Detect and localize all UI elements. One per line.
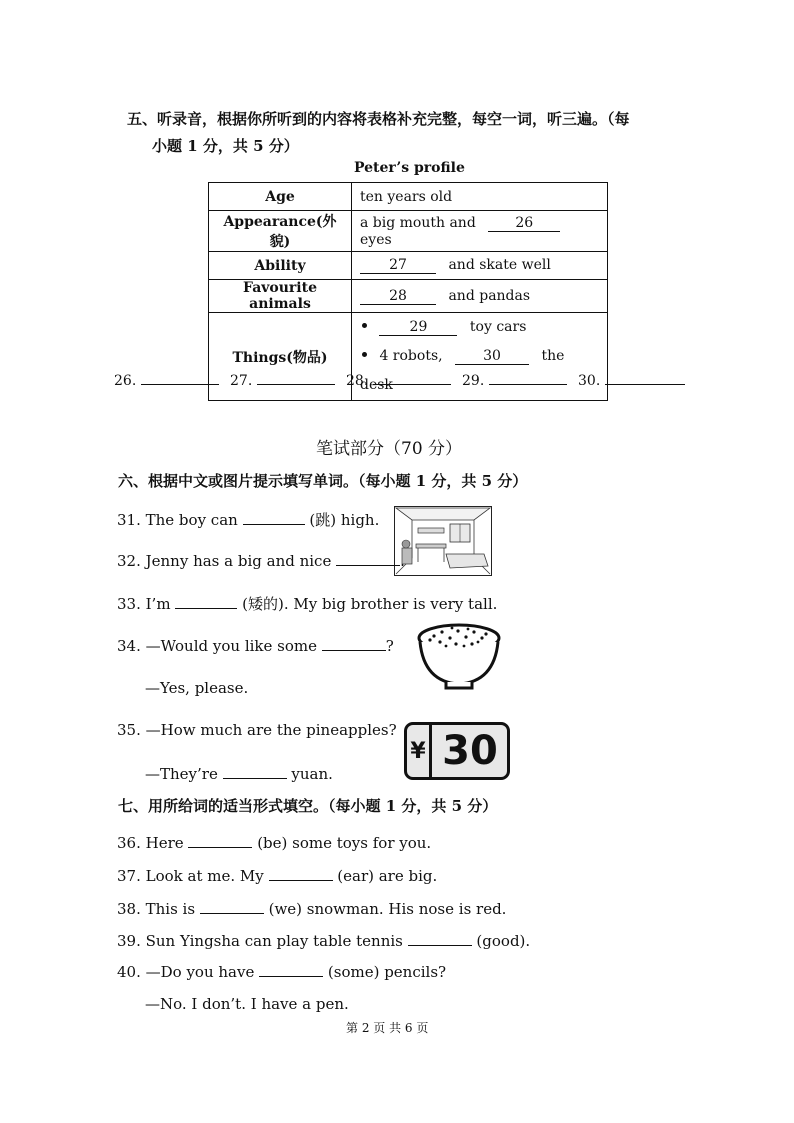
- question-31: [117, 509, 379, 530]
- answer-line[interactable]: [373, 384, 451, 385]
- question-39: [117, 931, 530, 950]
- row-label-ability: Ability: [209, 252, 352, 280]
- ability-after: and skate well: [448, 257, 551, 273]
- q32-after: .: [400, 552, 405, 570]
- q38-blank[interactable]: [200, 899, 264, 914]
- q34-blank[interactable]: [322, 636, 386, 651]
- question-32: [117, 551, 405, 570]
- q36-blank[interactable]: [188, 833, 252, 848]
- q35-text: —They’re: [145, 765, 218, 783]
- q38-after: (we) snowman. His nose is red.: [268, 900, 507, 918]
- blank-26[interactable]: 26: [488, 215, 560, 232]
- row-value-appearance: [352, 211, 608, 252]
- answer-line[interactable]: [489, 384, 567, 385]
- answer-26: [114, 373, 219, 389]
- table-title: Peter’s profile: [354, 160, 465, 176]
- blank-28[interactable]: 28: [360, 288, 436, 305]
- price-currency: ¥: [407, 725, 432, 777]
- price-tag: [404, 722, 510, 780]
- appearance-text: a big mouth and: [360, 214, 476, 231]
- things-line2-before: 4 robots,: [379, 348, 443, 364]
- row-label-things: Things(物品): [209, 313, 352, 401]
- row-label-age: Age: [209, 183, 352, 211]
- table-row: [209, 280, 608, 313]
- blank-30[interactable]: 30: [455, 348, 529, 365]
- table-row: [209, 211, 608, 252]
- q40-text: 40. —Do you have: [117, 963, 255, 981]
- q39-text: 39. Sun Yingsha can play table tennis: [117, 932, 403, 950]
- question-36: [117, 833, 431, 852]
- blank-27[interactable]: 27: [360, 257, 436, 274]
- answer-30: [578, 373, 685, 389]
- answer-line[interactable]: [257, 384, 335, 385]
- question-38: [117, 899, 506, 918]
- answer-label: 27.: [230, 373, 253, 389]
- answer-label: 28.: [346, 373, 369, 389]
- q40-after: (some) pencils?: [327, 963, 447, 981]
- things-line2-after: the desk: [360, 348, 565, 393]
- answer-27: [230, 373, 335, 389]
- question-35: 35. —How much are the pineapples?: [117, 721, 397, 739]
- q35-reply: [145, 764, 333, 783]
- q31-blank[interactable]: [243, 510, 305, 525]
- q36-text: 36. Here: [117, 834, 184, 852]
- q35-blank[interactable]: [223, 764, 287, 779]
- bullet-icon: [362, 352, 367, 357]
- q34-text: 34. —Would you like some: [117, 637, 317, 655]
- animals-after: and pandas: [448, 287, 531, 304]
- bullet-icon: [362, 323, 367, 328]
- q32-blank[interactable]: [336, 551, 400, 566]
- section6-heading: 六、根据中文或图片提示填写单词。（每小题 1 分，共 5 分）: [118, 472, 528, 490]
- section5-heading-line1: 五、听录音，根据你所听到的内容将表格补充完整，每空一词，听三遍。（每: [127, 110, 630, 128]
- things-line1-after: toy cars: [469, 319, 527, 335]
- answer-29: [462, 373, 567, 389]
- answer-line[interactable]: [605, 384, 685, 385]
- question-37: [117, 866, 437, 885]
- table-row: [209, 183, 608, 211]
- row-value-favourite-animals: [352, 280, 608, 313]
- answer-line[interactable]: [141, 384, 219, 385]
- appearance-after: eyes: [360, 231, 392, 248]
- written-part-title: 笔试部分（70 分）: [316, 439, 463, 459]
- row-value-age: [352, 183, 608, 211]
- blank-29[interactable]: 29: [379, 319, 457, 336]
- q32-text: 32. Jenny has a big and nice: [117, 552, 332, 570]
- q40-reply: —No. I don’t. I have a pen.: [145, 995, 349, 1013]
- q31-after: (跳) high.: [309, 511, 380, 529]
- q38-text: 38. This is: [117, 900, 196, 918]
- q33-text: 33. I’m: [117, 595, 171, 613]
- q31-text: 31. The boy can: [117, 511, 238, 529]
- q37-after: (ear) are big.: [337, 867, 438, 885]
- bedroom-illustration: [394, 506, 492, 576]
- section7-heading: 七、用所给词的适当形式填空。（每小题 1 分，共 5 分）: [118, 797, 498, 815]
- q36-after: (be) some toys for you.: [257, 834, 432, 852]
- q39-blank[interactable]: [408, 931, 472, 946]
- q39-after: (good).: [476, 932, 531, 950]
- row-value-ability: [352, 252, 608, 280]
- row-label-favourite-animals: Favourite animals: [209, 280, 352, 313]
- q34-reply: —Yes, please.: [145, 679, 249, 697]
- profile-table: [208, 182, 608, 401]
- age-value: ten years old: [360, 188, 453, 205]
- row-label-appearance: Appearance(外貌): [209, 211, 352, 252]
- q33-after: (矮的). My big brother is very tall.: [242, 595, 498, 613]
- rice-bowl-icon: [416, 618, 502, 690]
- question-40: [117, 962, 446, 981]
- answer-28: [346, 373, 451, 389]
- price-amount: 30: [442, 728, 498, 774]
- q34-after: ?: [385, 637, 394, 655]
- q40-blank[interactable]: [259, 962, 323, 977]
- table-row: [209, 252, 608, 280]
- answer-label: 26.: [114, 373, 137, 389]
- q37-text: 37. Look at me. My: [117, 867, 264, 885]
- q35-after: yuan.: [291, 765, 333, 783]
- section5-heading-line2: 小题 1 分，共 5 分）: [152, 137, 299, 155]
- q33-blank[interactable]: [175, 594, 237, 609]
- question-34: [117, 636, 394, 655]
- q37-blank[interactable]: [269, 866, 333, 881]
- page-number: 第 2 页 共 6 页: [346, 1021, 429, 1035]
- answer-label: 30.: [578, 373, 601, 389]
- answer-label: 29.: [462, 373, 485, 389]
- question-33: [117, 593, 497, 614]
